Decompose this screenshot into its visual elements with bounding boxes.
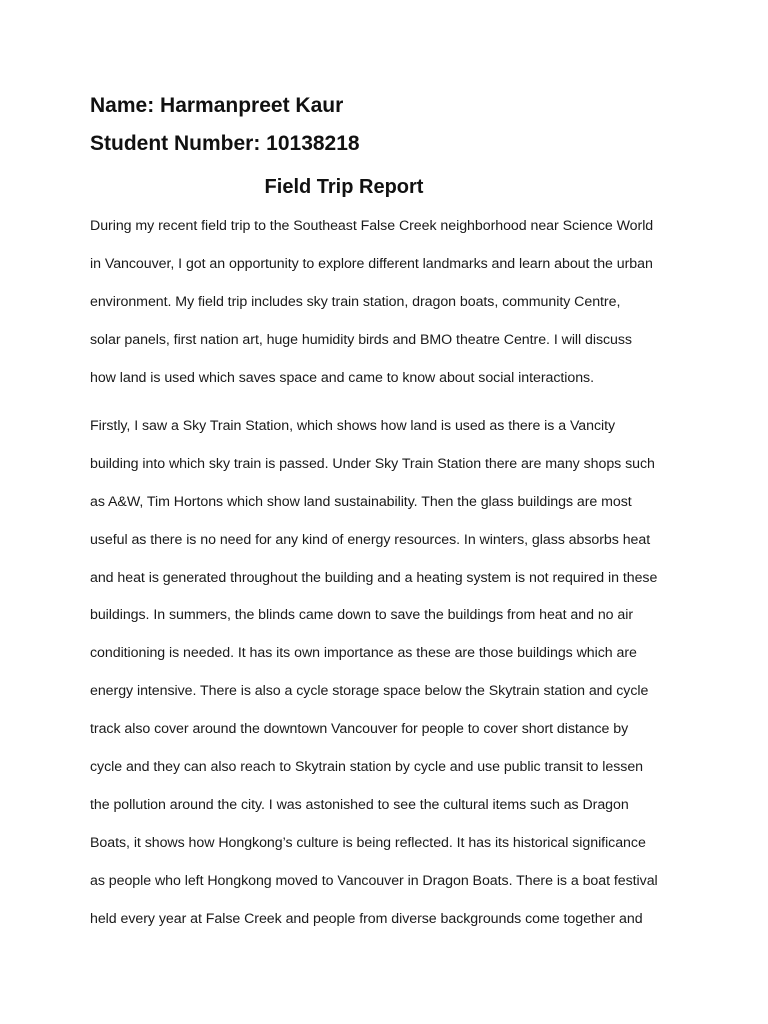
paragraph-2-line: buildings. In summers, the blinds came down to save the buildings from heat and no air — [90, 607, 634, 623]
paragraph-2-line: track also cover around the downtown Vancouver for people to cover short distance by — [90, 721, 629, 737]
paragraph-2-line: the pollution around the city. I was astonished to see the cultural items such as Dragon — [90, 797, 629, 813]
paragraph-1-line: solar panels, first nation art, huge humidity birds and BMO theatre Centre. I will discuss — [90, 332, 632, 348]
paragraph-2-line: Firstly, I saw a Sky Train Station, which shows how land is used as there is a Vancity — [90, 418, 616, 434]
paragraph-2-line: as A&W, Tim Hortons which show land sustainability. Then the glass buildings are most — [90, 494, 632, 510]
paragraph-2-line: energy intensive. There is also a cycle storage space below the Skytrain station and cycle — [90, 683, 649, 699]
paragraph-2-line: cycle and they can also reach to Skytrain station by cycle and use public transit to lessen — [90, 759, 644, 775]
student-name: Name: Harmanpreet Kaur — [90, 94, 344, 117]
paragraph-2-line: and heat is generated throughout the building and a heating system is not required in these — [90, 570, 658, 586]
report-title-text: Field Trip Report — [264, 176, 424, 198]
paragraph-1-line: how land is used which saves space and came to know about social interactions. — [90, 370, 594, 386]
student-number: Student Number: 10138218 — [90, 132, 360, 155]
paragraph-2-line: building into which sky train is passed. Under Sky Train Station there are many shops such — [90, 456, 655, 472]
paragraph-1-line: During my recent field trip to the Southeast False Creek neighborhood near Science World — [90, 218, 654, 234]
paragraph-1-line: environment. My field trip includes sky train station, dragon boats, community Centre, — [90, 294, 621, 310]
report-title — [0, 176, 688, 199]
paragraph-1-line: in Vancouver, I got an opportunity to explore different landmarks and learn about the urban — [90, 256, 653, 272]
paragraph-2-line: conditioning is needed. It has its own importance as these are those buildings which are — [90, 645, 637, 661]
paragraph-2-line: held every year at False Creek and people from diverse backgrounds come together and — [90, 911, 643, 927]
paragraph-2-line: as people who left Hongkong moved to Vancouver in Dragon Boats. There is a boat festival — [90, 873, 658, 889]
paragraph-2-line: Boats, it shows how Hongkong’s culture is being reflected. It has its historical significance — [90, 835, 646, 851]
paragraph-2-line: useful as there is no need for any kind of energy resources. In winters, glass absorbs heat — [90, 532, 651, 548]
